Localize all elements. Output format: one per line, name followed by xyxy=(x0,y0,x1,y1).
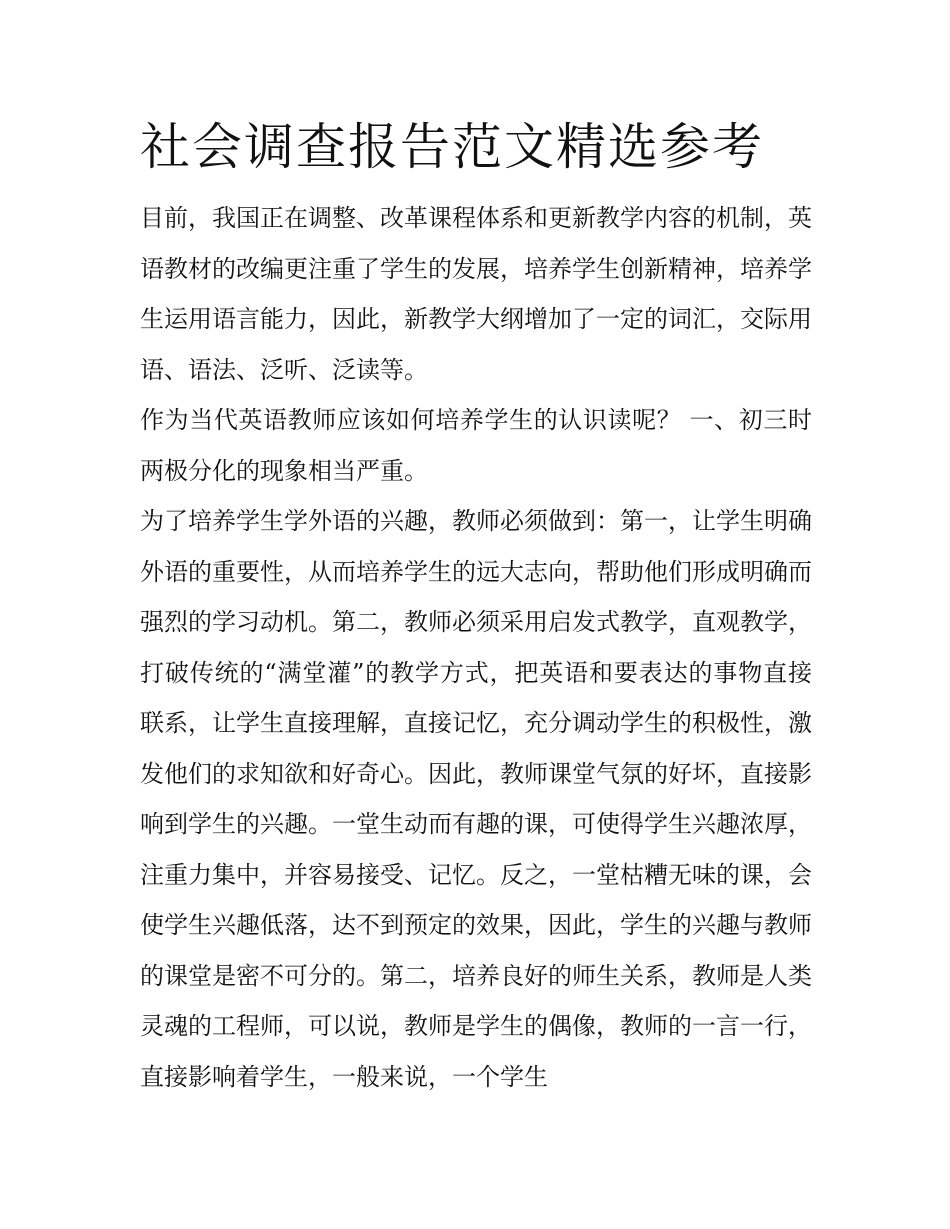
paragraph-2: 作为当代英语教师应该如何培养学生的认识读呢？ 一、初三时两极分化的现象相当严重。 xyxy=(140,406,812,485)
paragraph-3: 为了培养学生学外语的兴趣，教师必须做到：第一，让学生明确外语的重要性，从而培养学生的远大志向，帮助他们形成明确而强烈的学习动机。第二，教师必须采用启发式教学，直观教学，打破传统的“满堂灌”的教学方式，把英语和要表达的事物直接联系，让学生直接理解，直接记忆，充分调动学生的积极性，激发他们的求知欲和好奇心。因此，教师课堂气氛的好坏，直接影响到学生的兴趣。一堂生动而有趣的课，可使得学生兴趣浓厚，注重力集中，并容易接受、记忆。反之，一堂枯糟无味的课，会使学生兴趣低落，达不到预定的效果，因此，学生的兴趣与教师的课堂是密不可分的。第二，培养良好的师生关系，教师是人类灵魂的工程师，可以说，教师是学生的偶像，教师的一言一行，直接影响着学生，一般来说，一个学生 xyxy=(140,507,812,1091)
document-title: 社会调查报告范文精选参考 xyxy=(140,118,764,176)
paragraph-1: 目前，我国正在调整、改革课程体系和更新教学内容的机制，英语教材的改编更注重了学生的发展，培养学生创新精神，培养学生运用语言能力，因此，新教学大纲增加了一定的词汇，交际用语、语法、泛听、泛读等。 xyxy=(140,204,812,384)
document-body xyxy=(140,193,812,1102)
